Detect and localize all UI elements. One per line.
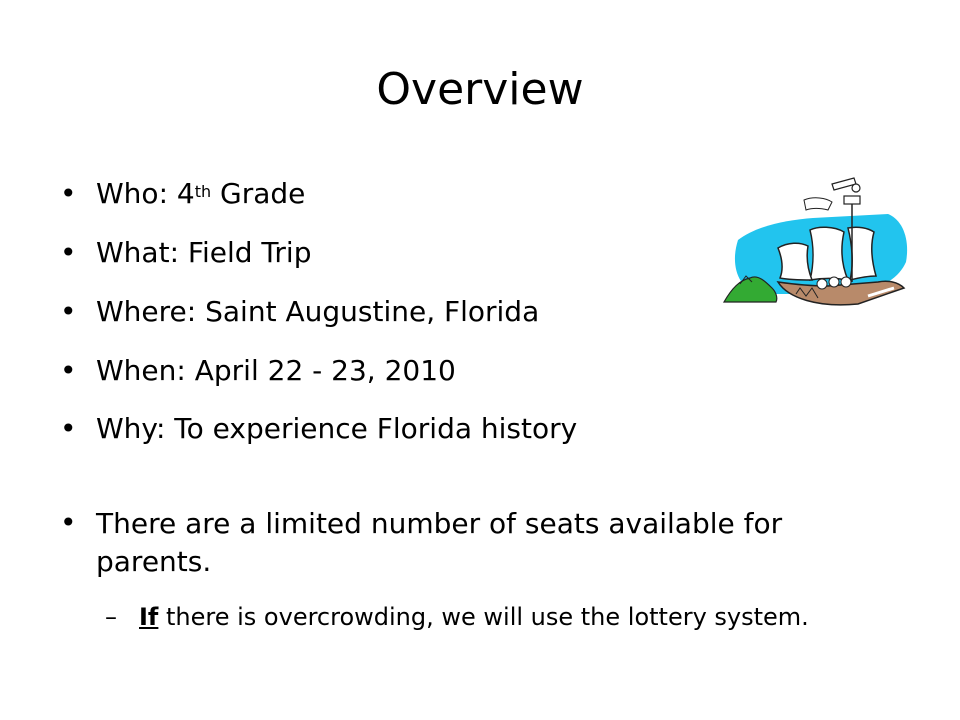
bullet-who-prefix: Who: 4 (96, 177, 195, 210)
bullet-where-text: Where: Saint Augustine, Florida (96, 295, 540, 328)
ordinal-suffix: th (194, 182, 212, 201)
bullet-dot: • (60, 295, 77, 328)
bullet-dot: • (60, 177, 77, 210)
bullet-dot: • (60, 236, 77, 269)
bullet-seats-text: There are a limited number of seats available for parents. (96, 507, 783, 578)
bullet-who-suffix: Grade (211, 177, 306, 210)
sub-bullet-emphasis: If (139, 603, 159, 631)
sub-bullet-text (139, 601, 809, 633)
bullet-why-text: Why: To experience Florida history (96, 412, 578, 445)
sub-bullet-dash: – (105, 603, 117, 631)
slide-title: Overview (376, 64, 584, 115)
bullet-who-text (96, 176, 305, 212)
sailing-ship-icon (718, 170, 918, 320)
bullet-dot: • (60, 412, 77, 445)
sub-bullet-rest: there is overcrowding, we will use the lottery system. (158, 603, 809, 631)
ship-flag (804, 198, 832, 210)
crows-nest (844, 196, 860, 204)
bullet-what-text: What: Field Trip (96, 236, 312, 269)
sail-main (810, 227, 848, 280)
bullet-dot: • (60, 506, 77, 539)
bullet-when-text: When: April 22 - 23, 2010 (96, 354, 456, 387)
sail-fore (778, 243, 812, 280)
bullet-dot: • (60, 354, 77, 387)
